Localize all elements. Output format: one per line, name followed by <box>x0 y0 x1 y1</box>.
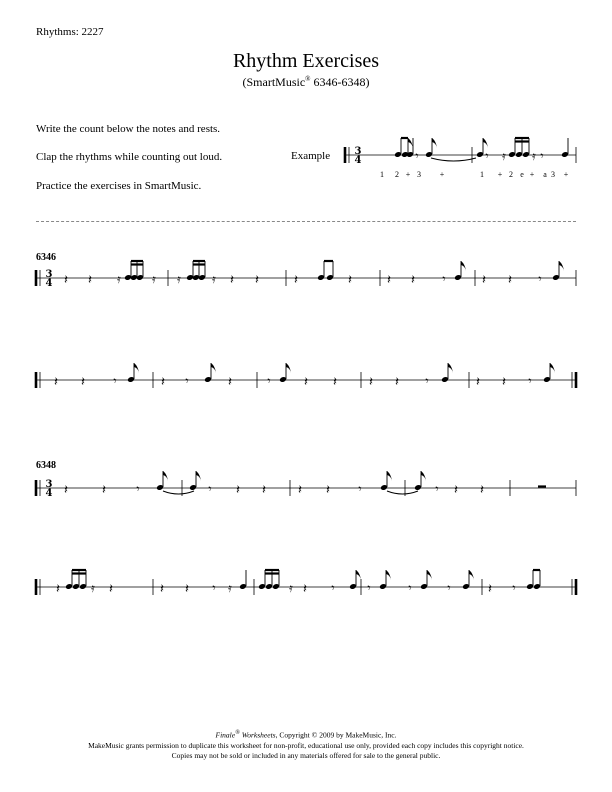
eighth-rest: 𝄾 <box>415 149 419 163</box>
quarter-rest: 𝄽 <box>369 375 373 390</box>
eighth-rest: 𝄾 <box>408 581 412 595</box>
eighth-flag <box>469 570 474 580</box>
eighth-rest: 𝄾 <box>208 482 212 496</box>
sixteenth-rest: 𝄿 <box>117 272 121 286</box>
quarter-rest: 𝄽 <box>348 273 352 288</box>
count-label: 2 <box>395 170 399 179</box>
time-signature-bottom: 4 <box>45 278 53 289</box>
footer <box>0 728 612 761</box>
quarter-rest: 𝄽 <box>161 375 165 390</box>
sixteenth-rest: 𝄿 <box>228 581 232 595</box>
sixteenth-rest: 𝄿 <box>289 581 293 595</box>
tie <box>163 491 194 494</box>
quarter-rest: 𝄽 <box>64 273 68 288</box>
footer-line-1 <box>0 728 612 741</box>
count-label: + <box>497 170 503 179</box>
quarter-rest: 𝄽 <box>81 375 85 390</box>
quarter-rest: 𝄽 <box>304 375 308 390</box>
quarter-rest: 𝄽 <box>502 375 506 390</box>
eighth-flag <box>356 570 361 580</box>
eighth-flag <box>134 363 139 373</box>
sixteenth-rest: 𝄿 <box>532 149 536 163</box>
quarter-rest: 𝄽 <box>236 483 240 498</box>
eighth-rest: 𝄾 <box>185 374 189 388</box>
quarter-rest: 𝄽 <box>64 483 68 498</box>
footer-line-3: Copies may not be sold or included in any materials offered for sale to the general public. <box>171 750 441 760</box>
count-label: + <box>563 170 569 179</box>
eighth-rest: 𝄾 <box>425 374 429 388</box>
quarter-rest: 𝄽 <box>88 273 92 288</box>
quarter-rest: 𝄽 <box>294 273 298 288</box>
subtitle-tail: 6346-6348) <box>310 75 370 89</box>
quarter-rest: 𝄽 <box>387 273 391 288</box>
eighth-flag <box>387 471 392 481</box>
quarter-rest: 𝄽 <box>303 582 307 597</box>
quarter-rest: 𝄽 <box>185 582 189 597</box>
quarter-rest: 𝄽 <box>395 375 399 390</box>
sixteenth-rest: 𝄿 <box>177 272 181 286</box>
quarter-rest: 𝄽 <box>480 483 484 498</box>
quarter-rest: 𝄽 <box>102 483 106 498</box>
eighth-flag <box>386 570 391 580</box>
sixteenth-rest: 𝄿 <box>152 272 156 286</box>
eighth-rest: 𝄾 <box>113 374 117 388</box>
quarter-rest: 𝄽 <box>411 273 415 288</box>
count-label: e <box>520 170 524 179</box>
sixteenth-rest: 𝄿 <box>91 581 95 595</box>
instruction-3: Practice the exercises in SmartMusic. <box>36 180 202 192</box>
footer-brand: Finale <box>215 730 236 740</box>
quarter-rest: 𝄽 <box>298 483 302 498</box>
sixteenth-rest: 𝄿 <box>212 272 216 286</box>
eighth-flag <box>427 570 432 580</box>
eighth-rest: 𝄾 <box>358 482 362 496</box>
subtitle-main: (SmartMusic <box>242 75 306 89</box>
instruction-2: Clap the rhythms while counting out loud. <box>36 151 223 163</box>
tie <box>387 491 418 494</box>
eighth-rest: 𝄾 <box>435 482 439 496</box>
eighth-rest: 𝄾 <box>540 149 544 163</box>
example-label: Example <box>291 150 331 162</box>
eighth-flag <box>559 261 564 271</box>
time-signature-top: 3 <box>45 269 53 280</box>
quarter-rest: 𝄽 <box>228 375 232 390</box>
quarter-rest: 𝄽 <box>54 375 58 390</box>
footer-registered-mark: ® <box>235 729 240 736</box>
exercise-number-6348: 6348 <box>36 460 56 471</box>
count-label: + <box>405 170 411 179</box>
quarter-rest: 𝄽 <box>255 273 259 288</box>
eighth-flag <box>448 363 453 373</box>
quarter-rest: 𝄽 <box>454 483 458 498</box>
subtitle-registered-mark: ® <box>305 75 311 83</box>
tie <box>431 158 476 161</box>
time-signature-top: 3 <box>45 479 53 490</box>
quarter-rest: 𝄽 <box>482 273 486 288</box>
eighth-flag <box>211 363 216 373</box>
worksheet-id: Rhythms: 2227 <box>36 26 104 38</box>
sixteenth-rest: 𝄿 <box>502 149 506 163</box>
time-signature-bottom: 4 <box>45 488 53 499</box>
eighth-flag <box>286 363 291 373</box>
quarter-rest: 𝄽 <box>262 483 266 498</box>
eighth-rest: 𝄾 <box>447 581 451 595</box>
eighth-flag <box>432 138 437 148</box>
eighth-flag <box>461 261 466 271</box>
eighth-rest: 𝄾 <box>331 581 335 595</box>
eighth-rest: 𝄾 <box>212 581 216 595</box>
quarter-rest: 𝄽 <box>488 582 492 597</box>
count-label: 3 <box>551 170 555 179</box>
footer-line-2: MakeMusic grants permission to duplicate this worksheet for non-profit, educational use only, provided each copy includes this copyright notice. <box>88 740 524 750</box>
quarter-rest: 𝄽 <box>326 483 330 498</box>
quarter-rest: 𝄽 <box>56 582 60 597</box>
eighth-rest: 𝄾 <box>367 581 371 595</box>
eighth-rest: 𝄾 <box>538 272 542 286</box>
count-label: a <box>543 170 547 179</box>
eighth-rest: 𝄾 <box>485 149 489 163</box>
eighth-rest: 𝄾 <box>136 482 140 496</box>
exercise-number-6346: 6346 <box>36 252 56 263</box>
page-title: Rhythm Exercises <box>232 50 380 72</box>
footer-brand-rest: Worksheets <box>239 730 276 740</box>
count-label: 1 <box>480 170 484 179</box>
eighth-flag <box>483 138 488 148</box>
count-label: 2 <box>509 170 513 179</box>
eighth-rest: 𝄾 <box>267 374 271 388</box>
eighth-rest: 𝄾 <box>528 374 532 388</box>
count-label: 1 <box>380 170 384 179</box>
quarter-rest: 𝄽 <box>160 582 164 597</box>
footer-copyright: , Copyright © 2009 by MakeMusic, Inc. <box>275 730 397 740</box>
quarter-rest: 𝄽 <box>508 273 512 288</box>
quarter-rest: 𝄽 <box>109 582 113 597</box>
instruction-1: Write the count below the notes and rests. <box>36 123 221 135</box>
eighth-flag <box>196 471 201 481</box>
count-label: + <box>439 170 445 179</box>
eighth-flag <box>550 363 555 373</box>
time-signature-bottom: 4 <box>354 155 362 166</box>
quarter-rest: 𝄽 <box>333 375 337 390</box>
count-label: + <box>529 170 535 179</box>
eighth-flag <box>408 138 413 148</box>
time-signature-top: 3 <box>354 146 362 157</box>
eighth-flag <box>163 471 168 481</box>
eighth-flag <box>421 471 426 481</box>
eighth-rest: 𝄾 <box>512 581 516 595</box>
count-label: 3 <box>417 170 421 179</box>
quarter-rest: 𝄽 <box>230 273 234 288</box>
eighth-rest: 𝄾 <box>442 272 446 286</box>
quarter-rest: 𝄽 <box>476 375 480 390</box>
